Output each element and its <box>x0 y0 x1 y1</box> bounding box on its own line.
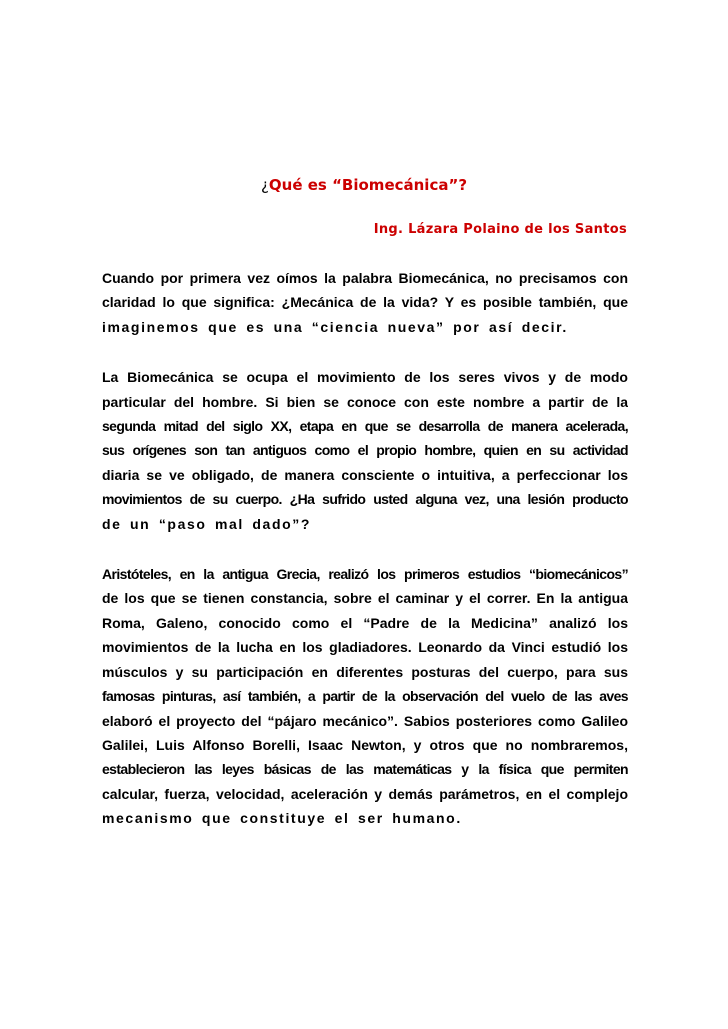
paragraph-line: músculos y su participación en diferentes posturas del cuerpo, para sus <box>102 663 628 680</box>
paragraph-line: sus orígenes son tan antiguos como el propio hombre, quien en su actividad <box>102 442 628 459</box>
paragraph-line: imaginemos que es una “ciencia nueva” por así decir. <box>102 318 568 335</box>
paragraph-line: movimientos de su cuerpo. ¿Ha sufrido usted alguna vez, una lesión producto <box>102 491 628 508</box>
document-body <box>102 266 628 857</box>
title-question-mark: ¿ <box>260 176 269 194</box>
document-title <box>0 176 728 194</box>
paragraph-line: movimientos de la lucha en los gladiadores. Leonardo da Vinci estudió los <box>102 639 628 656</box>
paragraph-line: Aristóteles, en la antigua Grecia, realizó los primeros estudios “biomecánicos” <box>102 566 628 583</box>
author-line: Ing. Lázara Polaino de los Santos <box>373 222 627 237</box>
paragraph-line: Roma, Galeno, conocido como el “Padre de la Medicina” analizó los <box>102 614 628 631</box>
paragraph-line: diaria se ve obligado, de manera consciente o intuitiva, a perfeccionar los <box>102 466 628 483</box>
paragraph-line: La Biomecánica se ocupa el movimiento de los seres vivos y de modo <box>102 369 628 386</box>
paragraph-line: calcular, fuerza, velocidad, aceleración y demás parámetros, en el complejo <box>102 785 628 802</box>
paragraph-3 <box>102 562 628 830</box>
paragraph-line: de un “paso mal dado”? <box>102 515 311 532</box>
title-text: Qué es “Biomecánica”? <box>268 176 468 194</box>
paragraph-line: elaboró el proyecto del “pájaro mecánico”. Sabios posteriores como Galileo <box>102 712 628 729</box>
paragraph-line: segunda mitad del siglo XX, etapa en que se desarrolla de manera acelerada, <box>102 418 628 435</box>
paragraph-line: particular del hombre. Si bien se conoce con este nombre a partir de la <box>102 393 628 410</box>
paragraph-1 <box>102 266 628 339</box>
paragraph-line: mecanismo que constituye el ser humano. <box>102 810 462 827</box>
paragraph-line: claridad lo que significa: ¿Mecánica de la vida? Y es posible también, que <box>102 294 628 311</box>
paragraph-line: Cuando por primera vez oímos la palabra Biomecánica, no precisamos con <box>102 270 628 286</box>
paragraph-line: de los que se tienen constancia, sobre el caminar y el correr. En la antigua <box>102 590 628 607</box>
paragraph-line: establecieron las leyes básicas de las matemáticas y la física que permiten <box>102 761 628 778</box>
paragraph-line: famosas pinturas, así también, a partir de la observación del vuelo de las aves <box>102 688 628 705</box>
paragraph-line: Galilei, Luis Alfonso Borelli, Isaac Newton, y otros que no nombraremos, <box>102 736 628 753</box>
paragraph-2 <box>102 365 628 536</box>
